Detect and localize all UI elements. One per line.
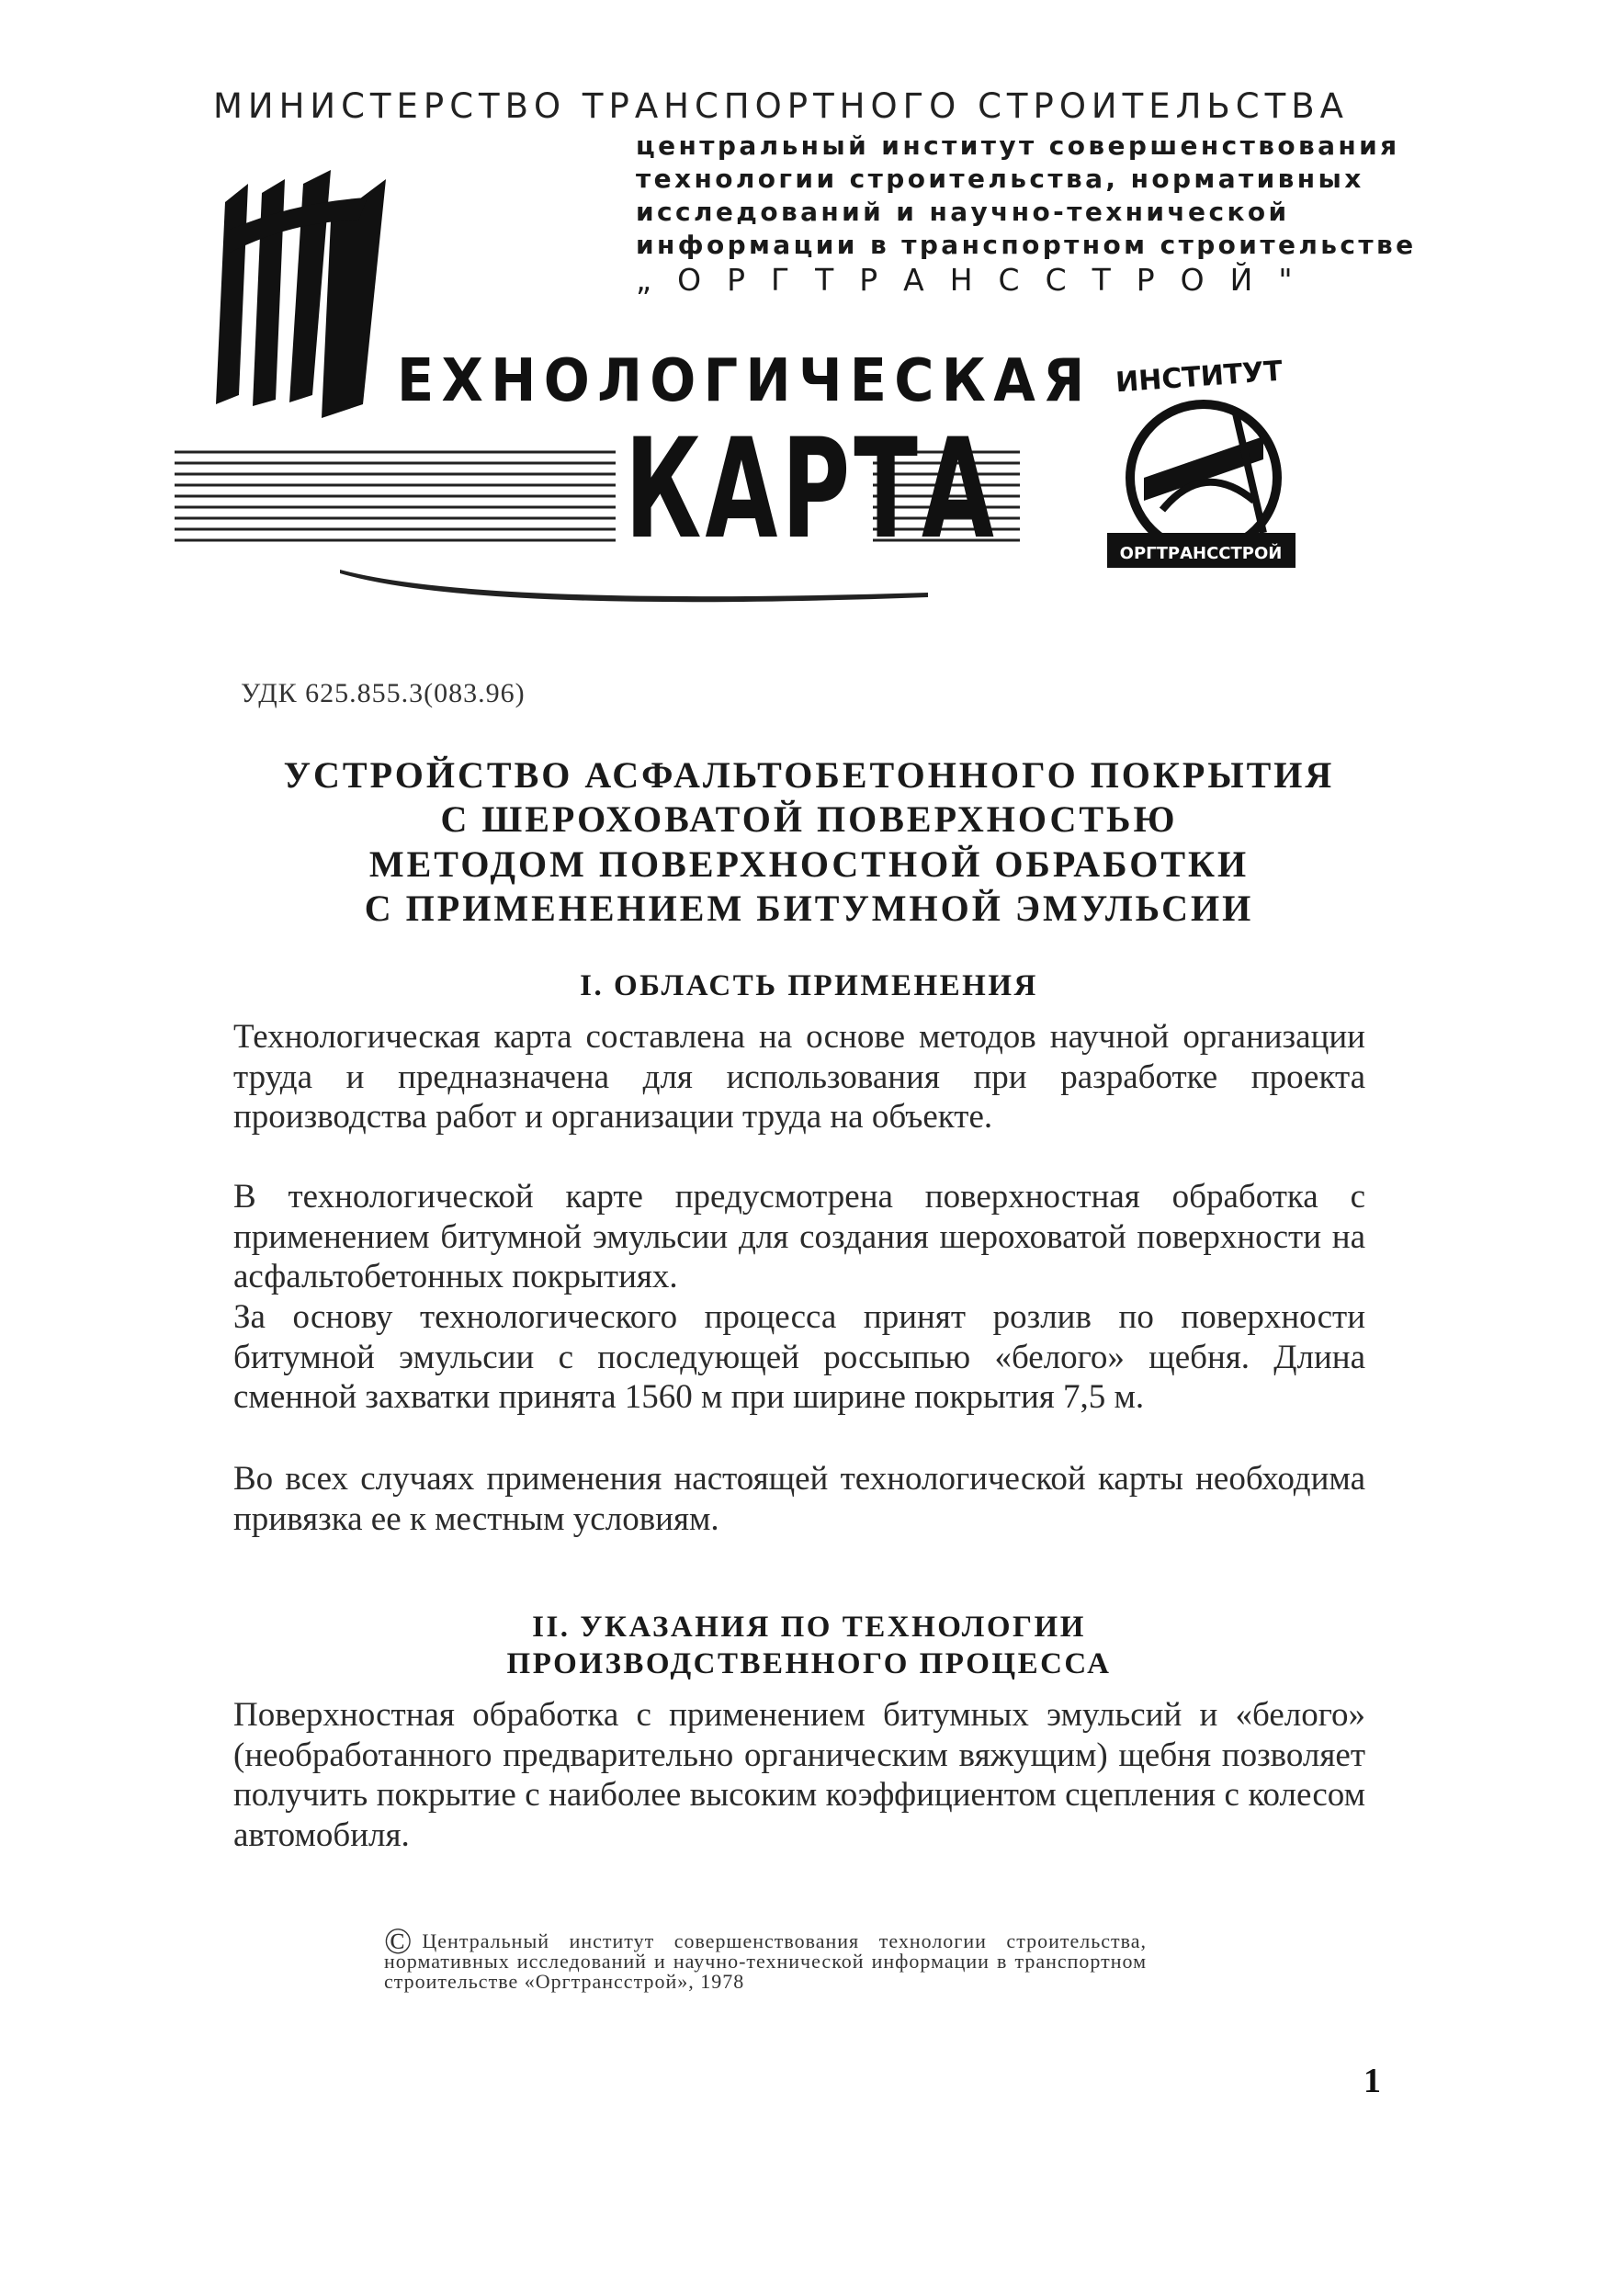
institute-name: „ОРГТРАНССТРОЙ"	[636, 262, 1318, 298]
section-1-paragraph-2: В технологической карте предусмотрена поверхностная обработка с применением битумной эмульсии для создания шероховатой поверхности на асфальтобетонных покрытиях.	[233, 1178, 1365, 1295]
copyright-notice	[384, 1920, 1147, 1993]
page-number: 1	[1363, 2062, 1381, 2100]
document-title-line-1: УСТРОЙСТВО АСФАЛЬТОБЕТОННОГО ПОКРЫТИЯ	[283, 754, 1335, 796]
document-title-line-4: С ПРИМЕНЕНИЕМ БИТУМНОЙ ЭМУЛЬСИИ	[364, 888, 1254, 929]
emblem-top-text: ИНСТИТУТ	[1114, 355, 1284, 400]
institute-emblem	[1098, 349, 1300, 579]
copyright-text: Центральный институт совершенствования технологии строительства, нормативных исследований и научно-технической информации в транспортном строительстве «Оргтрансстрой», 1978	[384, 1929, 1147, 1993]
logo-swoosh	[340, 560, 928, 616]
institute-line-4: информации в транспортном строительстве	[636, 230, 1417, 260]
ministry-title: МИНИСТЕРСТВО ТРАНСПОРТНОГО СТРОИТЕЛЬСТВА	[213, 86, 1349, 126]
section-1-paragraph-1: Технологическая карта составлена на основе методов научной организации труда и предназначена для использования при разработке проекта производства работ и организации труда на объекте.	[233, 1018, 1365, 1136]
institute-line-2: технологии строительства, нормативных	[636, 164, 1364, 194]
institute-line-1: центральный институт совершенствования	[636, 130, 1400, 161]
section-2-heading-line-1: II. УКАЗАНИЯ ПО ТЕХНОЛОГИИ	[532, 1611, 1086, 1644]
section-1-paragraph-4: Во всех случаях применения настоящей технологической карты необходима привязка ее к местным условиям.	[233, 1460, 1365, 1538]
copyright-symbol: ©	[384, 1920, 413, 1962]
section-1-heading: I. ОБЛАСТЬ ПРИМЕНЕНИЯ	[580, 969, 1038, 1002]
institute-line-3: исследований и научно-технической	[636, 197, 1290, 227]
udk-code: УДК 625.855.3(083.96)	[241, 678, 526, 708]
logo-word-karta: КАРТА	[625, 410, 998, 570]
document-title-line-3: МЕТОДОМ ПОВЕРХНОСТНОЙ ОБРАБОТКИ	[368, 843, 1250, 885]
emblem-bottom-text: ОРГТРАНССТРОЙ	[1119, 544, 1283, 563]
section-1-paragraph-3: За основу технологического процесса принят розлив по поверхности битумной эмульсии с последующей россыпью «белого» щебня. Длина сменной захватки принята 1560 м при ширине покрытия 7,5 м.	[233, 1298, 1365, 1416]
document-title-line-2: С ШЕРОХОВАТОЙ ПОВЕРХНОСТЬЮ	[440, 798, 1178, 840]
logo-word-tekhnologicheskaya: ЕХНОЛОГИЧЕСКАЯ	[397, 347, 1092, 415]
section-2-heading-line-2: ПРОИЗВОДСТВЕННОГО ПРОЦЕССА	[506, 1647, 1112, 1680]
section-2-paragraph-1: Поверхностная обработка с применением битумных эмульсий и «белого» (необработанного предварительно органическим вяжущим) щебня позволяет получить покрытие с наиболее высоким коэффициентом сцепления с колесом автомобиля.	[233, 1696, 1365, 1854]
